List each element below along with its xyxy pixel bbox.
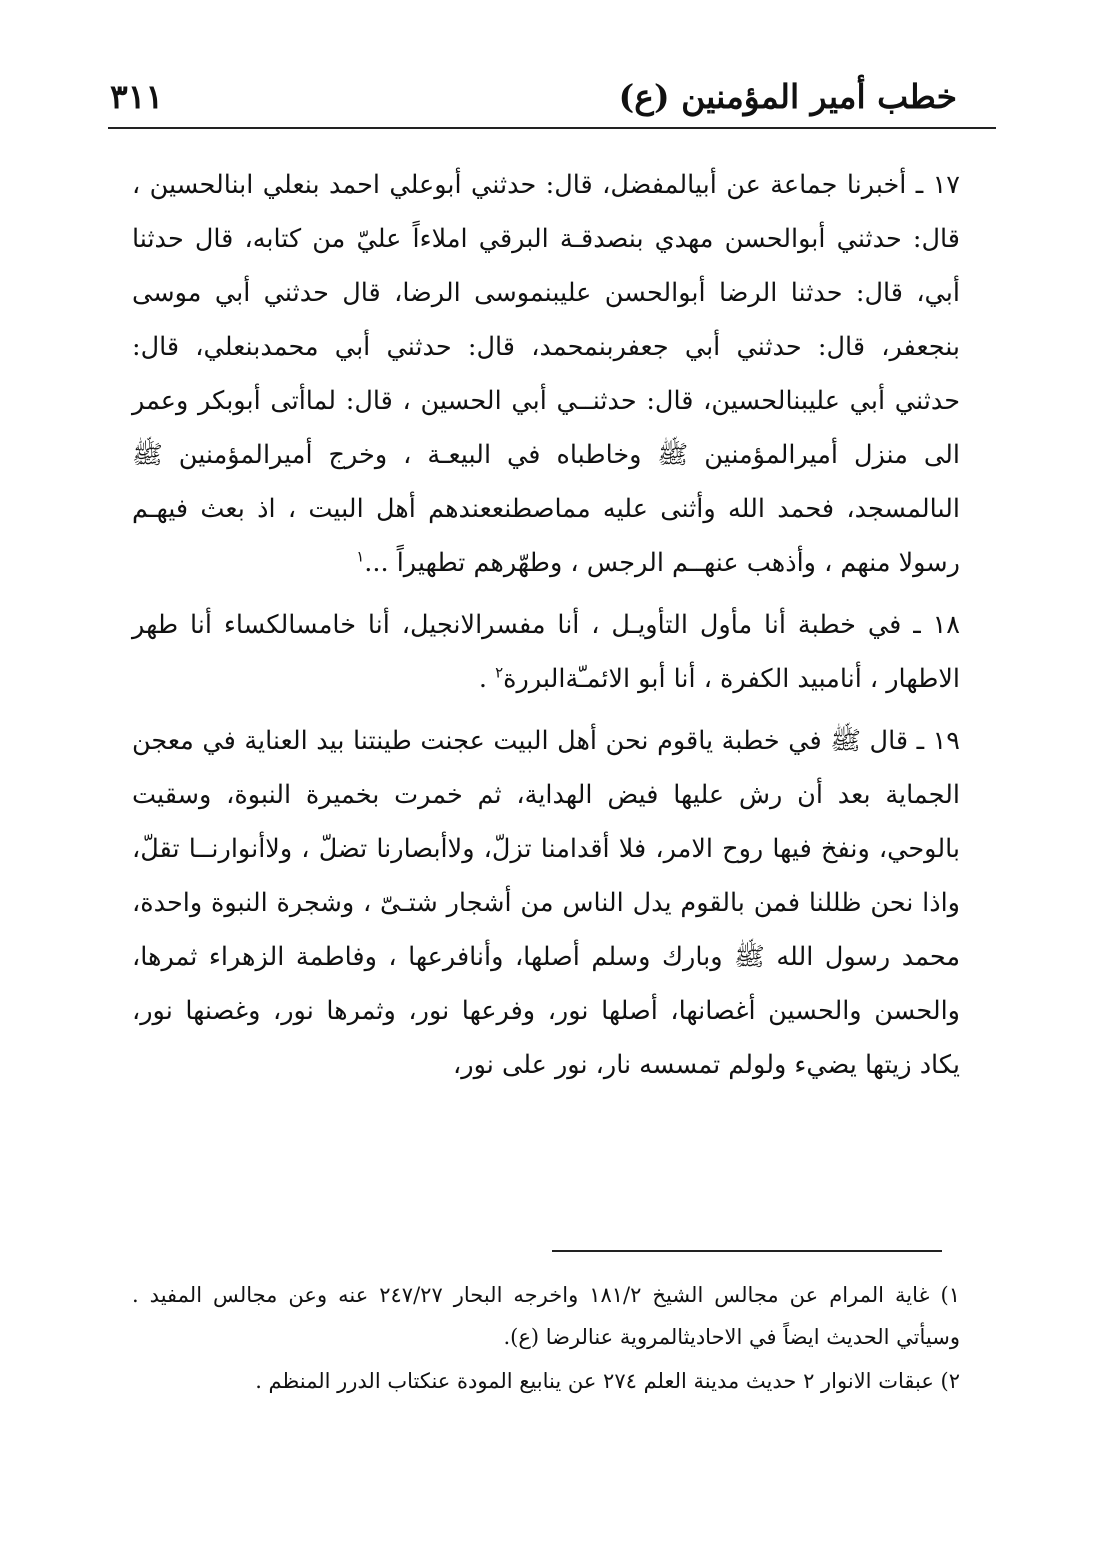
- footnote-2: ٢) عبقات الانوار ٢ حديث مدينة العلم ٢٧٤ عن ينابيع المودة عنكتاب الدرر المنظم .: [255, 1369, 960, 1393]
- header-rule: [108, 127, 996, 129]
- page-number: ٣١١: [110, 76, 164, 116]
- paragraph-18-text: ١٨ ـ في خطبة أنا مأول التأويـل ، أنا مفسرالانجيل، أنا خامسالكساء أنا طهر الاطهار ، أنامبيد الكفرة ، أنا أبو الائمـّةالبررة: [132, 610, 960, 694]
- main-text: [132, 158, 960, 1092]
- footnote-ref-1: ١: [356, 547, 365, 566]
- paragraph-19-text: ١٩ ـ قال ﷺ في خطبة ياقوم نحن أهل البيت عجنت طينتنا بيد العناية في معجن الجماية بعد أن رش عليها فيض الهداية، ثم خمرت بخميرة النبوة، وسقيت بالوحي، ونفخ فيها روح الامر، فلا أقدامنا تزلّ، ولاأبصارنا تضلّ ، ولاأنوارنــا تقلّ، واذا نحن ظللنا فمن بالقوم يدل الناس من أشجار شتـىّ ، وشجرة النبوة واحدة، محمد رسول الله ﷺ وبارك وسلم أصلها، وأنافرعها ، وفاطمة الزهراء ثمرها، والحسن والحسين أغصانها، أصلها نور، وفرعها نور، وثمرها نور، وغصنها نور، يكاد زيتها يضيء ولولم تمسسه نار، نور على نور،: [132, 726, 960, 1080]
- paragraph-18: [132, 598, 960, 706]
- footnotes: [132, 1274, 960, 1402]
- footnote-ref-2: ٢: [495, 663, 504, 682]
- running-head: [110, 70, 957, 122]
- paragraph-17-text: ١٧ ـ أخبرنا جماعة عن أبيالمفضل، قال: حدثني أبوعلي احمد بنعلي ابنالحسين ، قال: حدثني أبوالحسن مهدي بنصدقـة البرقي املاءاً عليّ من كتابه، قال حدثنا أبي، قال: حدثنا الرضا أبوالحسن عليبنموسى الرضا، قال حدثني أبي موسى بنجعفر، قال: حدثني أبي جعفربنمحمد، قال: حدثني أبي محمدبنعلي، قال: حدثني أبي عليبنالحسين، قال: حدثنــي أبي الحسين ، قال: لماأتى أبوبكر وعمر الى منزل أميرالمؤمنين ﷺ وخاطباه في البيعـة ، وخرج أميرالمؤمنين ﷺ الىالمسجد، فحمد الله وأثنى عليه مماصطنععندهم أهل البيت ، اذ بعث فيهـم رسولا منهم ، وأذهب عنهــم الرجس ، وطهّرهم تطهيراً ...: [132, 170, 960, 578]
- paragraph-17: [132, 158, 960, 590]
- footnote-1: ١) غاية المرام عن مجالس الشيخ ١٨١/٢ واخرجه البحار ٢٤٧/٢٧ عنه وعن مجالس المفيد . وسيأتي الحديث ايضاً في الاحاديثالمروية عنالرضا (ع).: [132, 1283, 960, 1349]
- running-title: خطب أمير المؤمنين (ع): [618, 76, 957, 116]
- paragraph-18-tail: .: [478, 664, 496, 694]
- paragraph-19: [132, 714, 960, 1092]
- footnote-rule: [552, 1250, 942, 1252]
